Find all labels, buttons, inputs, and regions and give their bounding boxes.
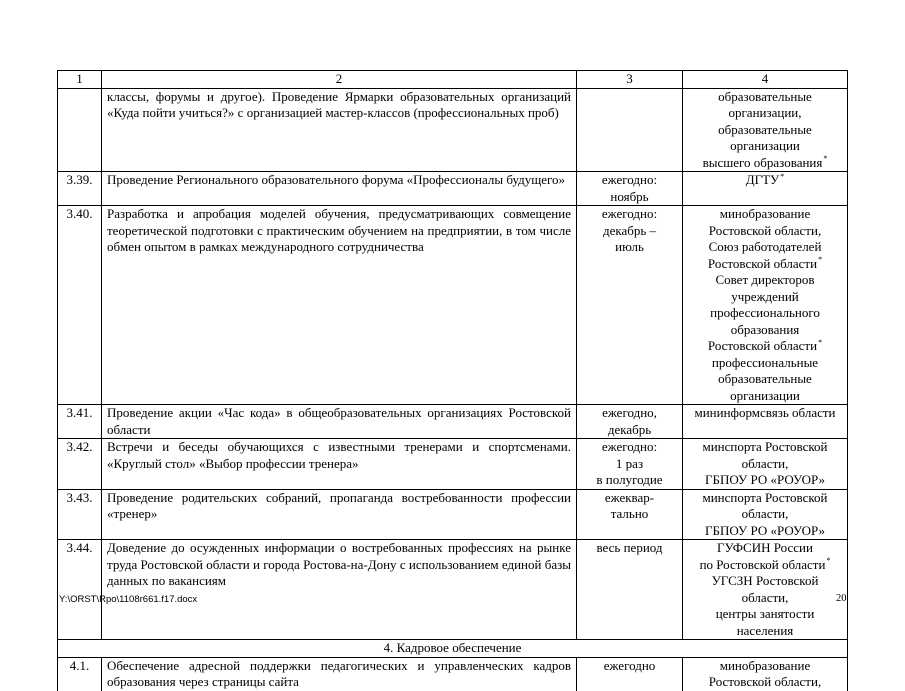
item-term: [577, 540, 683, 640]
item-description: Проведение Регионального образовательного форума «Профессионалы будущего»: [102, 172, 577, 206]
executor-line: Ростовской области,: [708, 222, 822, 238]
table-row: [58, 439, 848, 490]
item-number: 3.39.: [58, 172, 102, 206]
executor-line: ГУФСИН России: [717, 540, 813, 555]
item-executors: [683, 405, 848, 439]
item-description: Разработка и апробация моделей обучения, предусматривающих совмещение теоретической подготовки с практическим обучением на предприятии, в том числе обмен опытом в рамках международного сотрудничества: [102, 206, 577, 405]
item-term: [577, 439, 683, 490]
term-line: ежегодно,: [602, 405, 657, 420]
table-row: [58, 88, 848, 172]
table-header-row: [58, 71, 848, 89]
executor-line: ГБПОУ РО «РОУОР»: [704, 522, 826, 538]
header-col-1: 1: [58, 71, 102, 89]
footer-file-path: Y:\ORST\Rpo\1108r661.f17.docx: [59, 594, 198, 605]
executor-line: Союз работодателей: [708, 239, 822, 254]
term-line: ежеквар-: [604, 489, 655, 505]
executor-line: УГСЗН Ростовской области,: [711, 573, 819, 605]
item-executors: [683, 540, 848, 640]
table-row: [58, 405, 848, 439]
item-executors: [683, 657, 848, 691]
header-col-2: 2: [102, 71, 577, 89]
table-row: [58, 172, 848, 206]
footnote-asterisk: *: [780, 171, 785, 181]
executor-line: Ростовской области*: [707, 337, 823, 353]
executor-line: Ростовской области,: [708, 674, 822, 689]
footnote-asterisk: *: [826, 556, 831, 566]
executor-line: профессионального образования: [710, 305, 820, 337]
executor-line: образовательные организации,: [718, 88, 812, 120]
item-term: [577, 172, 683, 206]
item-description: классы, форумы и другое). Проведение Ярмарки образовательных организаций «Куда пойти учиться?» с организацией мастер-классов (профессиональных проб): [102, 88, 577, 172]
item-term: [577, 657, 683, 691]
executor-line: Ростовской области*: [707, 255, 823, 271]
item-number: 3.42.: [58, 439, 102, 490]
term-line: ежегодно:: [601, 206, 658, 221]
term-line: ежегодно:: [601, 439, 658, 454]
item-term: [577, 405, 683, 439]
page-number: 20: [836, 593, 847, 604]
item-number: 3.43.: [58, 489, 102, 540]
executor-line: минспорта Ростовской области,: [702, 439, 828, 471]
executor-line: мининформсвязь области: [694, 405, 836, 420]
item-executors: [683, 88, 848, 172]
item-term: [577, 88, 683, 172]
item-number: 4.1.: [58, 657, 102, 691]
item-executors: [683, 206, 848, 405]
header-col-4: 4: [683, 71, 848, 89]
executor-line: минобразование: [719, 206, 811, 221]
item-number: 3.40.: [58, 206, 102, 405]
table-row: [58, 206, 848, 405]
footnote-asterisk: *: [818, 337, 823, 347]
item-number: 3.41.: [58, 405, 102, 439]
table-row: [58, 489, 848, 540]
item-executors: [683, 172, 848, 206]
item-description: Проведение родительских собраний, пропаганда востребованности профессии «тренер»: [102, 489, 577, 540]
footnote-asterisk: *: [823, 154, 828, 164]
executor-line: минспорта Ростовской области,: [702, 489, 828, 521]
section-heading: 4. Кадровое обеспечение: [58, 640, 848, 658]
executor-line: ДГТУ*: [745, 171, 785, 187]
item-description: Встречи и беседы обучающихся с известными тренерами и спортсменами. «Круглый стол» «Выбор профессии тренера»: [102, 439, 577, 490]
item-executors: [683, 489, 848, 540]
term-line: декабрь –: [602, 222, 657, 238]
term-line: весь период: [596, 540, 663, 555]
executor-line: ГБПОУ РО «РОУОР»: [704, 472, 826, 487]
term-line: тально: [610, 506, 649, 521]
executor-line: центры занятости населения: [715, 606, 815, 638]
executor-line: высшего образования*: [702, 154, 828, 170]
executor-line: образовательные организации: [718, 371, 812, 403]
item-executors: [683, 439, 848, 490]
term-line: ежегодно: [603, 657, 656, 673]
term-line: 1 раз: [615, 455, 644, 471]
executor-line: по Ростовской области*: [699, 556, 831, 572]
executor-line: Совет директоров учреждений: [715, 272, 815, 304]
term-line: июль: [615, 239, 644, 254]
executor-line: профессиональные: [711, 354, 819, 370]
item-description: Доведение до осужденных информации о востребованных профессиях на рынке труда Ростовской области и города Ростова-на-Дону с использованием единой базы данных по вакансиям: [102, 540, 577, 640]
section-row: [58, 640, 848, 658]
executor-line: образовательные организации: [718, 121, 812, 153]
term-line: ежегодно:: [601, 172, 658, 187]
item-number: [58, 88, 102, 172]
header-col-3: 3: [577, 71, 683, 89]
footnote-asterisk: *: [818, 255, 823, 265]
item-number: 3.44.: [58, 540, 102, 640]
item-description: Обеспечение адресной поддержки педагогических и управленческих кадров образования через страницы сайта: [102, 657, 577, 691]
term-line: декабрь: [607, 421, 652, 437]
item-term: [577, 489, 683, 540]
executor-line: минобразование: [719, 657, 811, 673]
table-row: [58, 540, 848, 640]
table-row: [58, 657, 848, 691]
term-line: ноябрь: [610, 188, 649, 204]
term-line: в полугодие: [596, 472, 663, 487]
item-term: [577, 206, 683, 405]
item-description: Проведение акции «Час кода» в общеобразовательных организациях Ростовской области: [102, 405, 577, 439]
